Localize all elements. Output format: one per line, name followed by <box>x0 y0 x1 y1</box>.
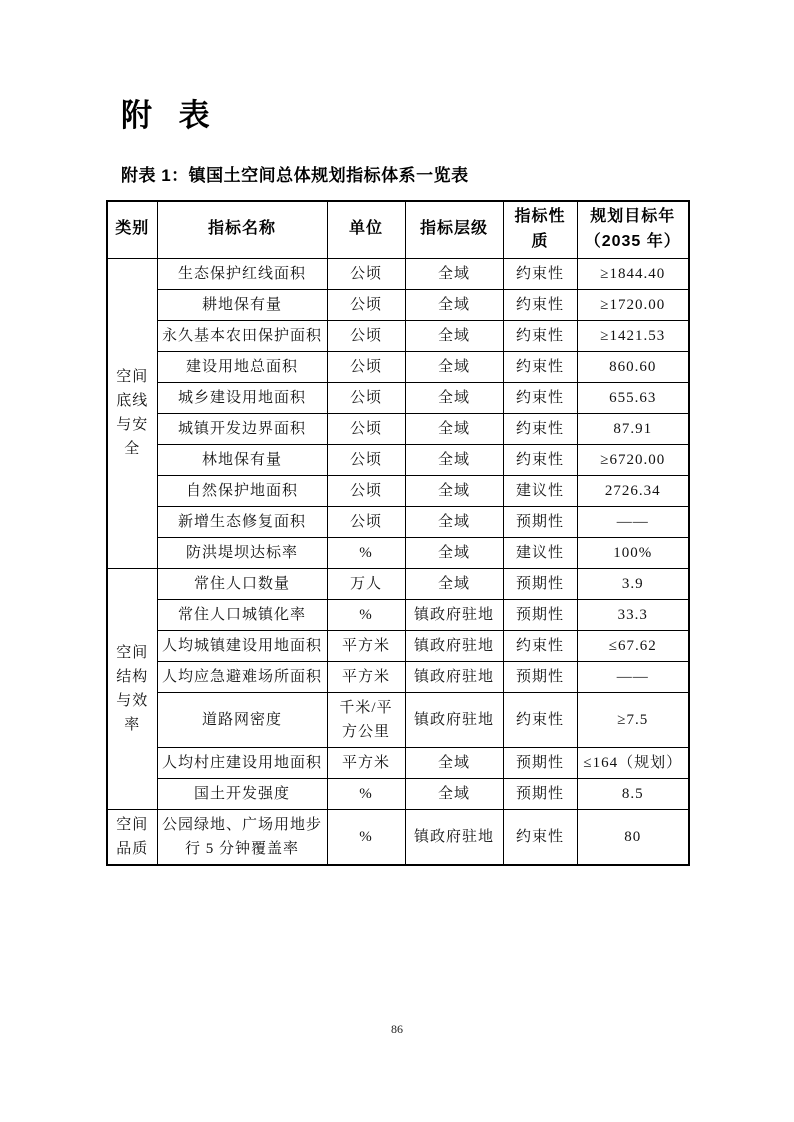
target-cell: 100% <box>577 537 689 568</box>
category-cell: 空间底线与安全 <box>107 258 157 568</box>
nature-cell: 预期性 <box>503 506 577 537</box>
table-row <box>107 289 689 320</box>
indicator-name-cell: 新增生态修复面积 <box>157 506 327 537</box>
indicator-name-cell: 道路网密度 <box>157 692 327 747</box>
target-cell: 2726.34 <box>577 475 689 506</box>
target-cell: ≥1421.53 <box>577 320 689 351</box>
unit-cell: 公顷 <box>327 320 405 351</box>
unit-cell: 公顷 <box>327 413 405 444</box>
header-row <box>107 201 689 258</box>
level-cell: 全域 <box>405 413 503 444</box>
indicator-table-header <box>107 201 689 258</box>
level-cell: 全域 <box>405 778 503 809</box>
header-category: 类别 <box>107 201 157 258</box>
unit-cell: 平方米 <box>327 630 405 661</box>
unit-cell: % <box>327 537 405 568</box>
unit-cell: 公顷 <box>327 444 405 475</box>
target-cell: ≥7.5 <box>577 692 689 747</box>
nature-cell: 约束性 <box>503 413 577 444</box>
indicator-table <box>106 200 690 866</box>
indicator-name-cell: 人均城镇建设用地面积 <box>157 630 327 661</box>
target-cell: 80 <box>577 809 689 865</box>
table-row <box>107 778 689 809</box>
nature-cell: 预期性 <box>503 568 577 599</box>
indicator-name-cell: 耕地保有量 <box>157 289 327 320</box>
level-cell: 镇政府驻地 <box>405 630 503 661</box>
table-caption: 附表 1：镇国土空间总体规划指标体系一览表 <box>121 166 469 185</box>
nature-cell: 预期性 <box>503 599 577 630</box>
nature-cell: 约束性 <box>503 320 577 351</box>
category-cell: 空间品质 <box>107 809 157 865</box>
nature-cell: 预期性 <box>503 661 577 692</box>
nature-cell: 建议性 <box>503 475 577 506</box>
table-row <box>107 258 689 289</box>
level-cell: 全域 <box>405 475 503 506</box>
unit-cell: % <box>327 599 405 630</box>
unit-cell: 公顷 <box>327 475 405 506</box>
level-cell: 全域 <box>405 351 503 382</box>
table-row <box>107 382 689 413</box>
unit-cell: 公顷 <box>327 382 405 413</box>
indicator-name-cell: 人均村庄建设用地面积 <box>157 747 327 778</box>
target-cell: 87.91 <box>577 413 689 444</box>
page-number: 86 <box>391 1022 403 1036</box>
nature-cell: 约束性 <box>503 258 577 289</box>
level-cell: 全域 <box>405 444 503 475</box>
table-row <box>107 809 689 865</box>
level-cell: 全域 <box>405 289 503 320</box>
level-cell: 镇政府驻地 <box>405 599 503 630</box>
level-cell: 全域 <box>405 537 503 568</box>
indicator-name-cell: 国土开发强度 <box>157 778 327 809</box>
unit-cell: 公顷 <box>327 258 405 289</box>
table-row <box>107 475 689 506</box>
target-cell: 655.63 <box>577 382 689 413</box>
table-row <box>107 747 689 778</box>
table-row <box>107 537 689 568</box>
nature-cell: 建议性 <box>503 537 577 568</box>
nature-cell: 约束性 <box>503 382 577 413</box>
unit-cell: 平方米 <box>327 661 405 692</box>
target-cell: 860.60 <box>577 351 689 382</box>
indicator-name-cell: 生态保护红线面积 <box>157 258 327 289</box>
unit-cell: 公顷 <box>327 289 405 320</box>
nature-cell: 约束性 <box>503 630 577 661</box>
indicator-name-cell: 常住人口数量 <box>157 568 327 599</box>
table-row <box>107 506 689 537</box>
nature-cell: 预期性 <box>503 747 577 778</box>
level-cell: 全域 <box>405 747 503 778</box>
nature-cell: 预期性 <box>503 778 577 809</box>
table-row <box>107 568 689 599</box>
target-cell: 8.5 <box>577 778 689 809</box>
indicator-name-cell: 人均应急避难场所面积 <box>157 661 327 692</box>
table-row <box>107 661 689 692</box>
table-row <box>107 413 689 444</box>
page-title: 附 表 <box>121 98 219 133</box>
target-cell: ≤164（规划） <box>577 747 689 778</box>
nature-cell: 约束性 <box>503 351 577 382</box>
target-cell: —— <box>577 506 689 537</box>
level-cell: 镇政府驻地 <box>405 809 503 865</box>
target-cell: 33.3 <box>577 599 689 630</box>
header-nature: 指标性质 <box>503 201 577 258</box>
indicator-name-cell: 常住人口城镇化率 <box>157 599 327 630</box>
unit-cell: 万人 <box>327 568 405 599</box>
unit-cell: 千米/平方公里 <box>327 692 405 747</box>
target-cell: ≥6720.00 <box>577 444 689 475</box>
unit-cell: 平方米 <box>327 747 405 778</box>
table-row <box>107 351 689 382</box>
target-cell: ≥1720.00 <box>577 289 689 320</box>
unit-cell: 公顷 <box>327 506 405 537</box>
level-cell: 镇政府驻地 <box>405 661 503 692</box>
target-cell: ≥1844.40 <box>577 258 689 289</box>
target-cell: —— <box>577 661 689 692</box>
nature-cell: 约束性 <box>503 289 577 320</box>
indicator-name-cell: 自然保护地面积 <box>157 475 327 506</box>
indicator-name-cell: 公园绿地、广场用地步行 5 分钟覆盖率 <box>157 809 327 865</box>
level-cell: 全域 <box>405 382 503 413</box>
level-cell: 全域 <box>405 568 503 599</box>
table-row <box>107 320 689 351</box>
unit-cell: % <box>327 809 405 865</box>
nature-cell: 约束性 <box>503 444 577 475</box>
indicator-table-body <box>107 258 689 865</box>
level-cell: 全域 <box>405 258 503 289</box>
level-cell: 镇政府驻地 <box>405 692 503 747</box>
target-cell: 3.9 <box>577 568 689 599</box>
indicator-name-cell: 永久基本农田保护面积 <box>157 320 327 351</box>
target-cell: ≤67.62 <box>577 630 689 661</box>
indicator-name-cell: 城镇开发边界面积 <box>157 413 327 444</box>
table-row <box>107 599 689 630</box>
table-row <box>107 692 689 747</box>
header-target-year: 规划目标年（2035 年） <box>577 201 689 258</box>
indicator-name-cell: 城乡建设用地面积 <box>157 382 327 413</box>
nature-cell: 约束性 <box>503 692 577 747</box>
header-indicator-name: 指标名称 <box>157 201 327 258</box>
table-row <box>107 444 689 475</box>
indicator-name-cell: 防洪堤坝达标率 <box>157 537 327 568</box>
header-level: 指标层级 <box>405 201 503 258</box>
table-row <box>107 630 689 661</box>
indicator-name-cell: 林地保有量 <box>157 444 327 475</box>
unit-cell: 公顷 <box>327 351 405 382</box>
nature-cell: 约束性 <box>503 809 577 865</box>
level-cell: 全域 <box>405 320 503 351</box>
header-unit: 单位 <box>327 201 405 258</box>
unit-cell: % <box>327 778 405 809</box>
category-cell: 空间结构与效率 <box>107 568 157 809</box>
indicator-name-cell: 建设用地总面积 <box>157 351 327 382</box>
level-cell: 全域 <box>405 506 503 537</box>
